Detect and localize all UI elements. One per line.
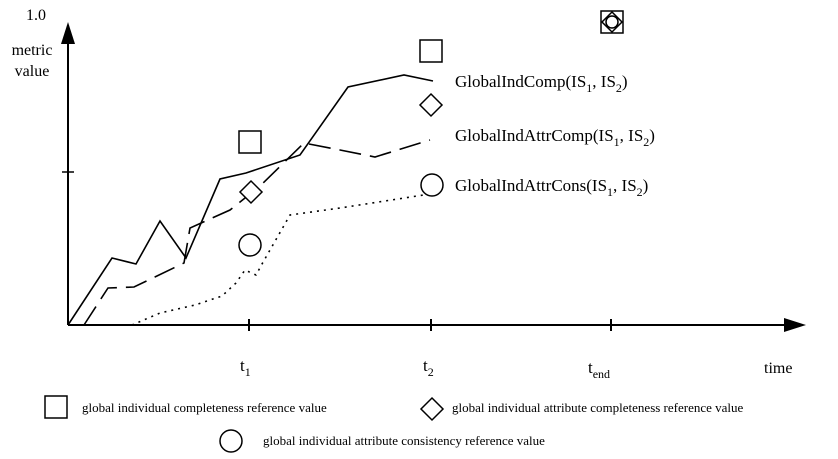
curve-global-ind-attr-comp (84, 140, 430, 325)
y-axis-label-line2: value (14, 63, 50, 80)
y-axis-label-line1: metric (11, 42, 53, 59)
legend-diamond-icon (421, 398, 443, 420)
tick-label-tend: $t_{end}$ (588, 358, 611, 381)
series-label-global-ind-comp: $GlobalIndComp(IS_1$, $IS_2$) (455, 72, 628, 95)
curve-global-ind-attr-cons (132, 194, 430, 325)
legend-circle-label: global individual attribute consistency reference value (263, 433, 545, 448)
attr-completeness-reference-marker-t2 (420, 94, 442, 116)
attr-consistency-reference-marker-t2 (421, 174, 443, 196)
combined-reference-marker-tend (601, 11, 623, 33)
tick-label-t2: $t_2$ (423, 356, 434, 379)
series-label-global-ind-attr-cons: $GlobalIndAttrCons(IS_1$, $IS_2$) (455, 176, 649, 199)
y-axis-top-value: 1.0 (26, 7, 46, 24)
tick-label-t1: $t_1$ (240, 356, 251, 379)
legend-diamond-label: global individual attribute completeness reference value (452, 400, 744, 415)
legend-square-label: global individual completeness reference value (82, 400, 327, 415)
attr-consistency-reference-marker-t1 (239, 234, 261, 256)
legend-circle-icon (220, 430, 242, 452)
series-label-global-ind-attr-comp: $GlobalIndAttrComp(IS_1$, $IS_2$) (455, 126, 655, 149)
x-axis-label: time (764, 360, 793, 377)
completeness-reference-marker-t1 (239, 131, 261, 153)
x-axis-arrowhead (784, 318, 806, 332)
completeness-reference-marker-t2 (420, 40, 442, 62)
y-axis-arrowhead (61, 22, 75, 44)
legend-square-icon (45, 396, 67, 418)
